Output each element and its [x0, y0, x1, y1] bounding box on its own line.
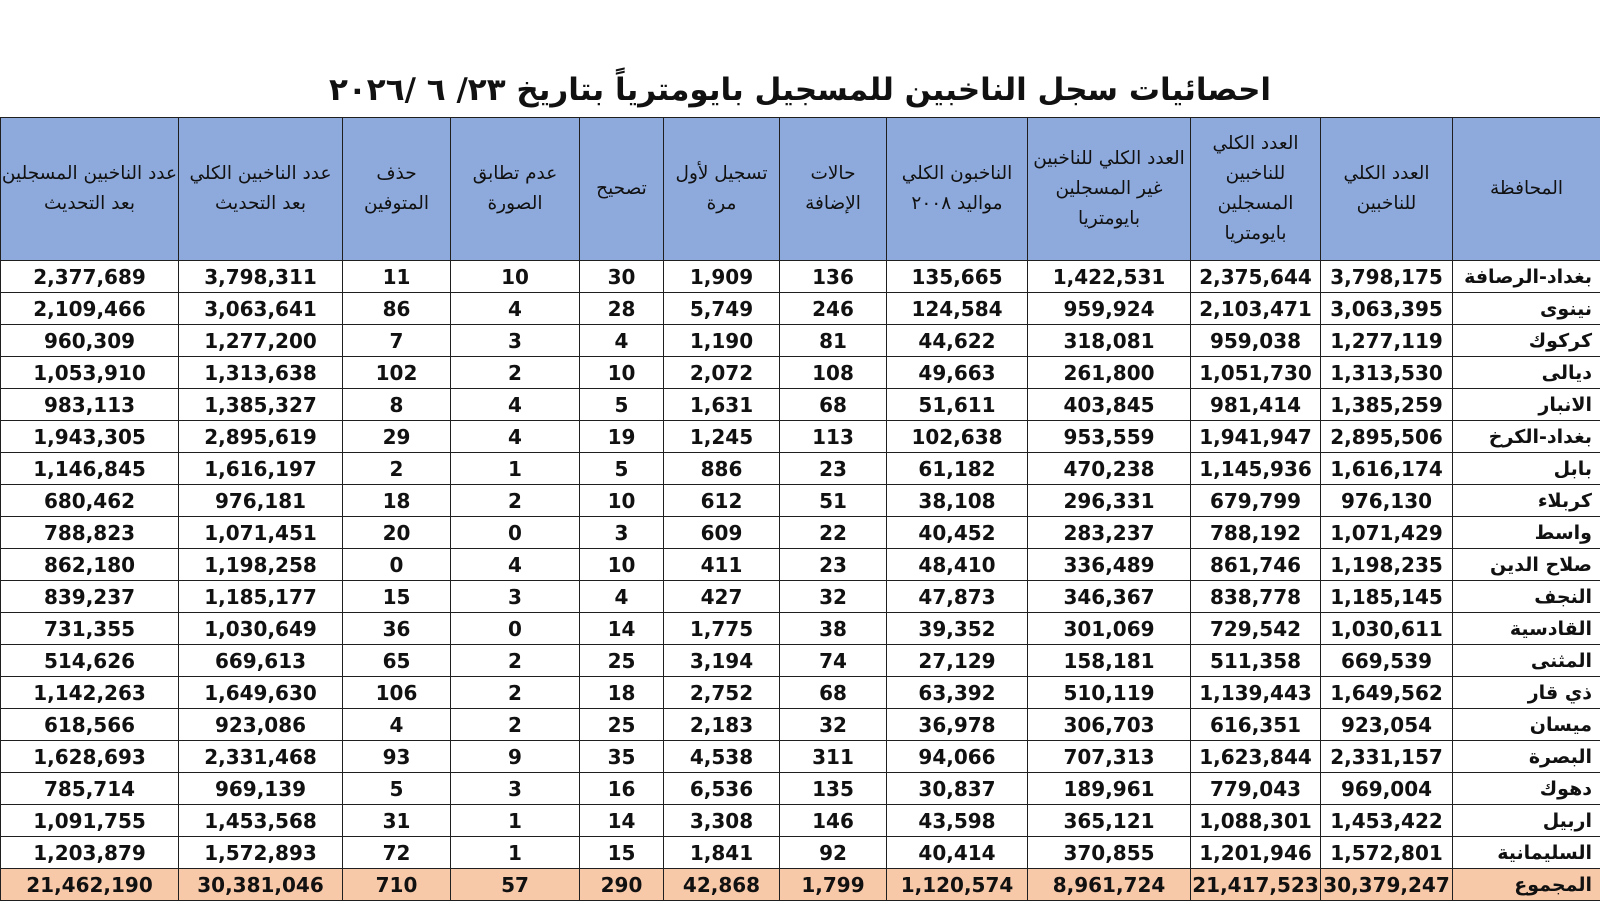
value-cell: 0 [451, 517, 580, 549]
province-cell: كركوك [1453, 325, 1600, 357]
value-cell: 2,072 [664, 357, 780, 389]
value-cell: 969,004 [1321, 773, 1453, 805]
value-cell: 2 [451, 485, 580, 517]
value-cell: 1,245 [664, 421, 780, 453]
value-cell: 43,598 [887, 805, 1028, 837]
column-header: عدد الناخبين الكلي بعد التحديث [179, 118, 343, 261]
province-cell: الانبار [1453, 389, 1600, 421]
value-cell: 710 [343, 869, 451, 901]
value-cell: 0 [343, 549, 451, 581]
value-cell: 2,377,689 [1, 261, 179, 293]
column-header: حذف المتوفين [343, 118, 451, 261]
value-cell: 612 [664, 485, 780, 517]
value-cell: 470,238 [1028, 453, 1191, 485]
column-header: حالات الإضافة [780, 118, 887, 261]
value-cell: 1,628,693 [1, 741, 179, 773]
table-row [1, 261, 1600, 293]
value-cell: 862,180 [1, 549, 179, 581]
value-cell: 40,414 [887, 837, 1028, 869]
value-cell: 1,201,946 [1191, 837, 1321, 869]
province-cell: اربيل [1453, 805, 1600, 837]
value-cell: 669,539 [1321, 645, 1453, 677]
table-row [1, 613, 1600, 645]
value-cell: 1 [451, 837, 580, 869]
value-cell: 93 [343, 741, 451, 773]
value-cell: 4 [580, 325, 664, 357]
table-row [1, 389, 1600, 421]
value-cell: 1,616,174 [1321, 453, 1453, 485]
value-cell: 981,414 [1191, 389, 1321, 421]
value-cell: 609 [664, 517, 780, 549]
value-cell: 3,194 [664, 645, 780, 677]
value-cell: 158,181 [1028, 645, 1191, 677]
value-cell: 1,185,177 [179, 581, 343, 613]
page-title: احصائيات سجل الناخبين للمسجيل بايومترياً بتاريخ ٢٣/ ٦ /٢٠٢٦ [0, 64, 1600, 116]
table-row [1, 773, 1600, 805]
total-row [1, 869, 1600, 901]
value-cell: 22 [780, 517, 887, 549]
value-cell: 2 [451, 645, 580, 677]
value-cell: 514,626 [1, 645, 179, 677]
value-cell: 1,088,301 [1191, 805, 1321, 837]
value-cell: 57 [451, 869, 580, 901]
province-cell: القادسية [1453, 613, 1600, 645]
value-cell: 1,453,568 [179, 805, 343, 837]
value-cell: 669,613 [179, 645, 343, 677]
value-cell: 511,358 [1191, 645, 1321, 677]
table-row [1, 741, 1600, 773]
value-cell: 976,130 [1321, 485, 1453, 517]
province-cell: النجف [1453, 581, 1600, 613]
column-header: عدم تطابق الصورة [451, 118, 580, 261]
value-cell: 30 [580, 261, 664, 293]
value-cell: 2,331,468 [179, 741, 343, 773]
value-cell: 2,103,471 [1191, 293, 1321, 325]
value-cell: 2,375,644 [1191, 261, 1321, 293]
value-cell: 301,069 [1028, 613, 1191, 645]
value-cell: 38,108 [887, 485, 1028, 517]
value-cell: 2,752 [664, 677, 780, 709]
value-cell: 3 [580, 517, 664, 549]
province-cell: المثنى [1453, 645, 1600, 677]
value-cell: 1,030,649 [179, 613, 343, 645]
value-cell: 31 [343, 805, 451, 837]
value-cell: 1,139,443 [1191, 677, 1321, 709]
value-cell: 1,649,630 [179, 677, 343, 709]
value-cell: 10 [580, 549, 664, 581]
value-cell: 1,030,611 [1321, 613, 1453, 645]
value-cell: 839,237 [1, 581, 179, 613]
value-cell: 311 [780, 741, 887, 773]
table-row [1, 517, 1600, 549]
value-cell: 1,943,305 [1, 421, 179, 453]
value-cell: 47,873 [887, 581, 1028, 613]
value-cell: 2 [343, 453, 451, 485]
value-cell: 411 [664, 549, 780, 581]
value-cell: 5,749 [664, 293, 780, 325]
voter-stats-table [0, 117, 1600, 901]
value-cell: 4 [451, 293, 580, 325]
table-body [1, 261, 1600, 901]
value-cell: 1,203,879 [1, 837, 179, 869]
province-cell: ذي قار [1453, 677, 1600, 709]
value-cell: 61,182 [887, 453, 1028, 485]
value-cell: 11 [343, 261, 451, 293]
province-cell: البصرة [1453, 741, 1600, 773]
value-cell: 1,572,893 [179, 837, 343, 869]
value-cell: 510,119 [1028, 677, 1191, 709]
value-cell: 1,198,258 [179, 549, 343, 581]
value-cell: 36,978 [887, 709, 1028, 741]
value-cell: 29 [343, 421, 451, 453]
value-cell: 1,146,845 [1, 453, 179, 485]
table-row [1, 709, 1600, 741]
table-row [1, 837, 1600, 869]
value-cell: 3,308 [664, 805, 780, 837]
value-cell: 1,422,531 [1028, 261, 1191, 293]
value-cell: 290 [580, 869, 664, 901]
value-cell: 44,622 [887, 325, 1028, 357]
value-cell: 283,237 [1028, 517, 1191, 549]
table-row [1, 549, 1600, 581]
value-cell: 86 [343, 293, 451, 325]
value-cell: 25 [580, 645, 664, 677]
value-cell: 346,367 [1028, 581, 1191, 613]
value-cell: 2 [451, 709, 580, 741]
value-cell: 102,638 [887, 421, 1028, 453]
value-cell: 39,352 [887, 613, 1028, 645]
value-cell: 1,277,119 [1321, 325, 1453, 357]
column-header: العدد الكلي للناخبين [1321, 118, 1453, 261]
value-cell: 707,313 [1028, 741, 1191, 773]
value-cell: 1,313,638 [179, 357, 343, 389]
column-header: المحافظة [1453, 118, 1600, 261]
value-cell: 10 [580, 485, 664, 517]
value-cell: 1 [451, 453, 580, 485]
value-cell: 4 [451, 389, 580, 421]
value-cell: 1,799 [780, 869, 887, 901]
value-cell: 124,584 [887, 293, 1028, 325]
table-row [1, 325, 1600, 357]
table-row [1, 293, 1600, 325]
province-cell: بابل [1453, 453, 1600, 485]
value-cell: 1,616,197 [179, 453, 343, 485]
value-cell: 68 [780, 389, 887, 421]
table-row [1, 805, 1600, 837]
province-cell: كربلاء [1453, 485, 1600, 517]
value-cell: 838,778 [1191, 581, 1321, 613]
value-cell: 336,489 [1028, 549, 1191, 581]
value-cell: 788,823 [1, 517, 179, 549]
value-cell: 30,381,046 [179, 869, 343, 901]
value-cell: 1,631 [664, 389, 780, 421]
value-cell: 3 [451, 773, 580, 805]
province-cell: واسط [1453, 517, 1600, 549]
value-cell: 42,868 [664, 869, 780, 901]
province-cell: ميسان [1453, 709, 1600, 741]
province-cell: ديالى [1453, 357, 1600, 389]
value-cell: 8 [343, 389, 451, 421]
value-cell: 785,714 [1, 773, 179, 805]
value-cell: 969,139 [179, 773, 343, 805]
province-cell: السليمانية [1453, 837, 1600, 869]
value-cell: 983,113 [1, 389, 179, 421]
value-cell: 1,071,429 [1321, 517, 1453, 549]
value-cell: 1,385,327 [179, 389, 343, 421]
value-cell: 1 [451, 805, 580, 837]
value-cell: 28 [580, 293, 664, 325]
value-cell: 296,331 [1028, 485, 1191, 517]
value-cell: 3,798,311 [179, 261, 343, 293]
value-cell: 1,623,844 [1191, 741, 1321, 773]
value-cell: 2,331,157 [1321, 741, 1453, 773]
column-header: عدد الناخبين المسجلين بعد التحديث [1, 118, 179, 261]
value-cell: 5 [580, 453, 664, 485]
value-cell: 4 [451, 421, 580, 453]
value-cell: 92 [780, 837, 887, 869]
value-cell: 1,145,936 [1191, 453, 1321, 485]
value-cell: 427 [664, 581, 780, 613]
value-cell: 618,566 [1, 709, 179, 741]
value-cell: 886 [664, 453, 780, 485]
value-cell: 923,086 [179, 709, 343, 741]
column-header: تصحيح [580, 118, 664, 261]
value-cell: 68 [780, 677, 887, 709]
value-cell: 38 [780, 613, 887, 645]
table-row [1, 485, 1600, 517]
value-cell: 135,665 [887, 261, 1028, 293]
value-cell: 731,355 [1, 613, 179, 645]
value-cell: 1,051,730 [1191, 357, 1321, 389]
value-cell: 5 [580, 389, 664, 421]
value-cell: 63,392 [887, 677, 1028, 709]
value-cell: 4,538 [664, 741, 780, 773]
value-cell: 32 [780, 581, 887, 613]
value-cell: 1,385,259 [1321, 389, 1453, 421]
value-cell: 923,054 [1321, 709, 1453, 741]
value-cell: 2 [451, 357, 580, 389]
value-cell: 1,185,145 [1321, 581, 1453, 613]
value-cell: 16 [580, 773, 664, 805]
value-cell: 1,120,574 [887, 869, 1028, 901]
value-cell: 616,351 [1191, 709, 1321, 741]
value-cell: 788,192 [1191, 517, 1321, 549]
value-cell: 403,845 [1028, 389, 1191, 421]
value-cell: 9 [451, 741, 580, 773]
value-cell: 23 [780, 453, 887, 485]
value-cell: 32 [780, 709, 887, 741]
table-row [1, 357, 1600, 389]
value-cell: 1,071,451 [179, 517, 343, 549]
value-cell: 35 [580, 741, 664, 773]
value-cell: 959,924 [1028, 293, 1191, 325]
value-cell: 1,841 [664, 837, 780, 869]
value-cell: 10 [580, 357, 664, 389]
value-cell: 959,038 [1191, 325, 1321, 357]
value-cell: 261,800 [1028, 357, 1191, 389]
value-cell: 2,183 [664, 709, 780, 741]
value-cell: 370,855 [1028, 837, 1191, 869]
province-cell: بغداد-الرصافة [1453, 261, 1600, 293]
value-cell: 136 [780, 261, 887, 293]
value-cell: 2,109,466 [1, 293, 179, 325]
table-row [1, 581, 1600, 613]
value-cell: 18 [580, 677, 664, 709]
value-cell: 976,181 [179, 485, 343, 517]
value-cell: 23 [780, 549, 887, 581]
value-cell: 1,313,530 [1321, 357, 1453, 389]
table-header-row [1, 118, 1600, 261]
value-cell: 3 [451, 325, 580, 357]
value-cell: 14 [580, 613, 664, 645]
value-cell: 1,453,422 [1321, 805, 1453, 837]
value-cell: 1,277,200 [179, 325, 343, 357]
value-cell: 36 [343, 613, 451, 645]
value-cell: 30,379,247 [1321, 869, 1453, 901]
province-cell: المجموع [1453, 869, 1600, 901]
column-header: العدد الكلي للناخبين المسجلين بايومتريا [1191, 118, 1321, 261]
value-cell: 49,663 [887, 357, 1028, 389]
value-cell: 729,542 [1191, 613, 1321, 645]
value-cell: 3,063,641 [179, 293, 343, 325]
value-cell: 2,895,506 [1321, 421, 1453, 453]
value-cell: 861,746 [1191, 549, 1321, 581]
value-cell: 14 [580, 805, 664, 837]
value-cell: 146 [780, 805, 887, 837]
value-cell: 65 [343, 645, 451, 677]
value-cell: 51 [780, 485, 887, 517]
table-row [1, 421, 1600, 453]
value-cell: 72 [343, 837, 451, 869]
value-cell: 135 [780, 773, 887, 805]
value-cell: 106 [343, 677, 451, 709]
value-cell: 1,091,755 [1, 805, 179, 837]
value-cell: 113 [780, 421, 887, 453]
column-header: تسجيل لأول مرة [664, 118, 780, 261]
value-cell: 1,190 [664, 325, 780, 357]
value-cell: 3,798,175 [1321, 261, 1453, 293]
province-cell: دهوك [1453, 773, 1600, 805]
value-cell: 246 [780, 293, 887, 325]
column-header: العدد الكلي للناخبين غير المسجلين بايومتريا [1028, 118, 1191, 261]
value-cell: 19 [580, 421, 664, 453]
value-cell: 189,961 [1028, 773, 1191, 805]
value-cell: 318,081 [1028, 325, 1191, 357]
value-cell: 94,066 [887, 741, 1028, 773]
table-row [1, 645, 1600, 677]
value-cell: 0 [451, 613, 580, 645]
value-cell: 30,837 [887, 773, 1028, 805]
value-cell: 40,452 [887, 517, 1028, 549]
value-cell: 1,198,235 [1321, 549, 1453, 581]
value-cell: 680,462 [1, 485, 179, 517]
value-cell: 10 [451, 261, 580, 293]
value-cell: 25 [580, 709, 664, 741]
value-cell: 2 [451, 677, 580, 709]
value-cell: 3,063,395 [1321, 293, 1453, 325]
value-cell: 306,703 [1028, 709, 1191, 741]
column-header: الناخبون الكلي مواليد ٢٠٠٨ [887, 118, 1028, 261]
value-cell: 1,142,263 [1, 677, 179, 709]
value-cell: 15 [343, 581, 451, 613]
province-cell: بغداد-الكرخ [1453, 421, 1600, 453]
value-cell: 1,909 [664, 261, 780, 293]
value-cell: 960,309 [1, 325, 179, 357]
province-cell: صلاح الدين [1453, 549, 1600, 581]
value-cell: 74 [780, 645, 887, 677]
value-cell: 48,410 [887, 549, 1028, 581]
value-cell: 21,462,190 [1, 869, 179, 901]
value-cell: 4 [451, 549, 580, 581]
value-cell: 779,043 [1191, 773, 1321, 805]
value-cell: 1,649,562 [1321, 677, 1453, 709]
value-cell: 18 [343, 485, 451, 517]
value-cell: 679,799 [1191, 485, 1321, 517]
value-cell: 6,536 [664, 773, 780, 805]
province-cell: نينوى [1453, 293, 1600, 325]
table-row [1, 677, 1600, 709]
value-cell: 108 [780, 357, 887, 389]
value-cell: 8,961,724 [1028, 869, 1191, 901]
value-cell: 102 [343, 357, 451, 389]
value-cell: 1,775 [664, 613, 780, 645]
value-cell: 1,572,801 [1321, 837, 1453, 869]
value-cell: 2,895,619 [179, 421, 343, 453]
value-cell: 4 [580, 581, 664, 613]
value-cell: 7 [343, 325, 451, 357]
value-cell: 1,053,910 [1, 357, 179, 389]
value-cell: 51,611 [887, 389, 1028, 421]
value-cell: 5 [343, 773, 451, 805]
value-cell: 953,559 [1028, 421, 1191, 453]
value-cell: 365,121 [1028, 805, 1191, 837]
value-cell: 3 [451, 581, 580, 613]
value-cell: 15 [580, 837, 664, 869]
value-cell: 20 [343, 517, 451, 549]
value-cell: 81 [780, 325, 887, 357]
value-cell: 1,941,947 [1191, 421, 1321, 453]
table-row [1, 453, 1600, 485]
value-cell: 21,417,523 [1191, 869, 1321, 901]
value-cell: 4 [343, 709, 451, 741]
value-cell: 27,129 [887, 645, 1028, 677]
